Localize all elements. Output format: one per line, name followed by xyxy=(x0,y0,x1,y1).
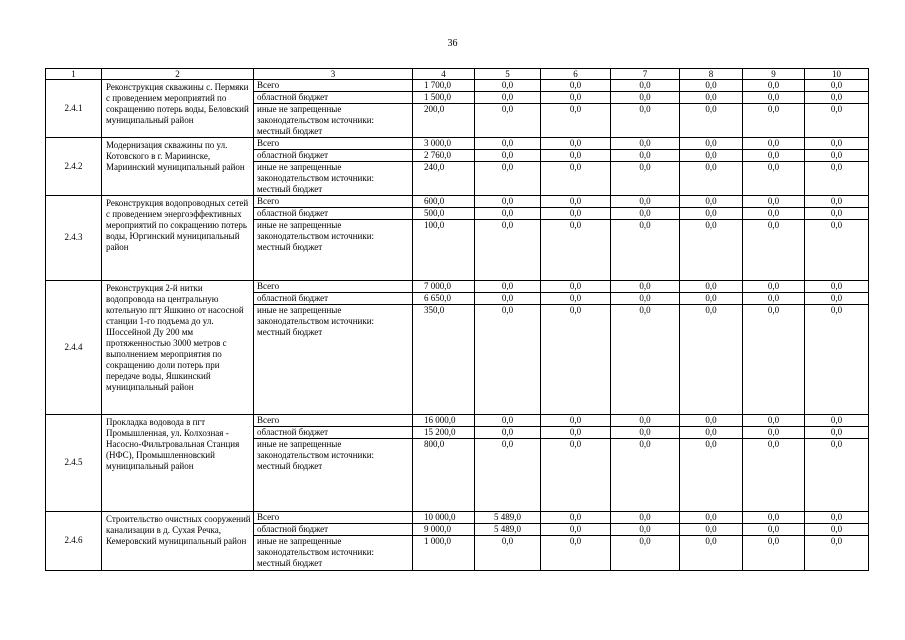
regional-value: 0,0 xyxy=(805,427,869,439)
budget-table xyxy=(45,68,869,571)
local-value: 0,0 xyxy=(680,304,743,415)
item-code: 2.4.1 xyxy=(46,80,102,138)
table-row xyxy=(46,415,869,427)
column-header: 3 xyxy=(254,69,413,80)
local-value: 0,0 xyxy=(541,304,611,415)
regional-value: 0,0 xyxy=(680,427,743,439)
regional-value: 0,0 xyxy=(475,208,541,220)
regional-value: 0,0 xyxy=(611,292,680,304)
page-number: 36 xyxy=(447,38,458,49)
total-value: 0,0 xyxy=(611,80,680,92)
regional-value: 0,0 xyxy=(475,92,541,104)
local-value: 0,0 xyxy=(541,535,611,571)
regional-value: 0,0 xyxy=(611,150,680,162)
local-value: 0,0 xyxy=(680,220,743,281)
local-value: 0,0 xyxy=(743,439,805,512)
total-value: 0,0 xyxy=(475,80,541,92)
source-regional: областной бюджет xyxy=(254,92,413,104)
regional-value: 15 200,0 xyxy=(413,427,475,439)
total-value: 0,0 xyxy=(743,280,805,292)
source-regional: областной бюджет xyxy=(254,427,413,439)
regional-value: 0,0 xyxy=(541,150,611,162)
regional-value: 0,0 xyxy=(611,427,680,439)
local-value: 0,0 xyxy=(805,304,869,415)
regional-value: 0,0 xyxy=(743,292,805,304)
local-value: 1 000,0 xyxy=(413,535,475,571)
local-value: 350,0 xyxy=(413,304,475,415)
local-value: 0,0 xyxy=(475,535,541,571)
regional-value: 6 650,0 xyxy=(413,292,475,304)
source-other: иные не запрещенные законодательством источники: xyxy=(254,304,413,327)
total-value: 0,0 xyxy=(475,138,541,150)
local-value: 0,0 xyxy=(611,439,680,512)
item-name: Реконструкция водопроводных сетей с проведением энергоэффективных мероприятий по сокращению потерь воды, Юргинский муниципальный район xyxy=(102,196,254,281)
regional-value: 0,0 xyxy=(680,208,743,220)
total-value: 0,0 xyxy=(541,138,611,150)
source-other: иные не запрещенные законодательством источники: xyxy=(254,439,413,462)
regional-value: 9 000,0 xyxy=(413,523,475,535)
total-value: 0,0 xyxy=(541,511,611,523)
regional-value: 0,0 xyxy=(743,92,805,104)
local-value: 100,0 xyxy=(413,220,475,281)
regional-value: 0,0 xyxy=(611,208,680,220)
total-value: 0,0 xyxy=(680,196,743,208)
header-row xyxy=(46,69,869,80)
total-value: 10 000,0 xyxy=(413,511,475,523)
regional-value: 0,0 xyxy=(805,150,869,162)
local-value: 0,0 xyxy=(611,535,680,571)
local-value: 0,0 xyxy=(743,104,805,138)
source-other: иные не запрещенные законодательством источники: xyxy=(254,220,413,243)
regional-value: 0,0 xyxy=(743,427,805,439)
total-value: 0,0 xyxy=(805,80,869,92)
source-local: местный бюджет xyxy=(254,126,413,138)
local-value: 240,0 xyxy=(413,162,475,196)
item-name: Реконструкция скважины с. Пермяки с проведением мероприятий по сокращению потерь воды, Беловский муниципальный район xyxy=(102,80,254,138)
total-value: 0,0 xyxy=(475,280,541,292)
total-value: 7 000,0 xyxy=(413,280,475,292)
total-value: 0,0 xyxy=(475,415,541,427)
regional-value: 0,0 xyxy=(611,523,680,535)
total-value: 0,0 xyxy=(743,138,805,150)
regional-value: 5 489,0 xyxy=(475,523,541,535)
regional-value: 2 760,0 xyxy=(413,150,475,162)
regional-value: 0,0 xyxy=(541,92,611,104)
local-value: 0,0 xyxy=(680,104,743,138)
local-value: 0,0 xyxy=(680,162,743,196)
local-value: 0,0 xyxy=(805,535,869,571)
regional-value: 0,0 xyxy=(743,523,805,535)
regional-value: 0,0 xyxy=(680,150,743,162)
total-value: 0,0 xyxy=(541,80,611,92)
regional-value: 0,0 xyxy=(743,150,805,162)
source-regional: областной бюджет xyxy=(254,292,413,304)
regional-value: 0,0 xyxy=(805,92,869,104)
local-value: 0,0 xyxy=(541,439,611,512)
source-local: местный бюджет xyxy=(254,558,413,571)
source-regional: областной бюджет xyxy=(254,208,413,220)
local-value: 0,0 xyxy=(541,104,611,138)
total-value: 600,0 xyxy=(413,196,475,208)
total-value: 0,0 xyxy=(541,415,611,427)
local-value: 0,0 xyxy=(475,104,541,138)
column-header: 6 xyxy=(541,69,611,80)
source-local: местный бюджет xyxy=(254,461,413,511)
item-code: 2.4.4 xyxy=(46,280,102,415)
total-value: 0,0 xyxy=(743,415,805,427)
regional-value: 0,0 xyxy=(611,92,680,104)
total-value: 0,0 xyxy=(805,511,869,523)
total-value: 3 000,0 xyxy=(413,138,475,150)
item-code: 2.4.3 xyxy=(46,196,102,281)
local-value: 0,0 xyxy=(805,162,869,196)
table-row xyxy=(46,138,869,150)
source-other: иные не запрещенные законодательством источники: xyxy=(254,104,413,127)
source-local: местный бюджет xyxy=(254,327,413,415)
total-value: 0,0 xyxy=(805,280,869,292)
total-value: 0,0 xyxy=(805,196,869,208)
total-value: 0,0 xyxy=(611,138,680,150)
total-value: 0,0 xyxy=(805,415,869,427)
source-regional: областной бюджет xyxy=(254,523,413,535)
regional-value: 0,0 xyxy=(743,208,805,220)
table-row xyxy=(46,511,869,523)
regional-value: 0,0 xyxy=(805,208,869,220)
local-value: 0,0 xyxy=(475,439,541,512)
source-regional: областной бюджет xyxy=(254,150,413,162)
local-value: 0,0 xyxy=(805,104,869,138)
total-value: 0,0 xyxy=(680,280,743,292)
local-value: 0,0 xyxy=(475,162,541,196)
source-local: местный бюджет xyxy=(254,184,413,196)
source-other: иные не запрещенные законодательством источники: xyxy=(254,535,413,558)
total-value: 0,0 xyxy=(805,138,869,150)
source-other: иные не запрещенные законодательством источники: xyxy=(254,162,413,185)
item-name: Модернизация скважины по ул. Котовского в г. Мариинске, Мариинский муниципальный район xyxy=(102,138,254,196)
column-header: 9 xyxy=(743,69,805,80)
regional-value: 1 500,0 xyxy=(413,92,475,104)
local-value: 0,0 xyxy=(541,162,611,196)
total-value: 5 489,0 xyxy=(475,511,541,523)
total-value: 0,0 xyxy=(743,196,805,208)
source-total: Всего xyxy=(254,280,413,292)
local-value: 0,0 xyxy=(611,104,680,138)
item-code: 2.4.5 xyxy=(46,415,102,512)
total-value: 0,0 xyxy=(680,80,743,92)
local-value: 0,0 xyxy=(680,439,743,512)
item-name: Реконструкция 2-й нитки водопровода на центральную котельную пгт Яшкино от насосной станции 1-го подъема до ул. Шоссейной Ду 200 мм протяженностью 3000 метров с выполнением мероприятия по сокращению доли потерь при передаче воды, Яшкинский муниципальный район xyxy=(102,280,254,415)
local-value: 0,0 xyxy=(611,162,680,196)
item-name: Прокладка водовода в пгт Промышленная, ул. Колхозная - Насосно-Фильтровальная Станция (НФС), Промышленновский муниципальный район xyxy=(102,415,254,512)
table-row xyxy=(46,196,869,208)
column-header: 1 xyxy=(46,69,102,80)
column-header: 2 xyxy=(102,69,254,80)
total-value: 0,0 xyxy=(743,80,805,92)
column-header: 7 xyxy=(611,69,680,80)
regional-value: 0,0 xyxy=(475,427,541,439)
regional-value: 0,0 xyxy=(541,427,611,439)
column-header: 4 xyxy=(413,69,475,80)
total-value: 0,0 xyxy=(541,280,611,292)
column-header: 8 xyxy=(680,69,743,80)
total-value: 0,0 xyxy=(475,196,541,208)
local-value: 0,0 xyxy=(475,304,541,415)
total-value: 0,0 xyxy=(680,511,743,523)
local-value: 0,0 xyxy=(805,220,869,281)
source-total: Всего xyxy=(254,80,413,92)
total-value: 0,0 xyxy=(541,196,611,208)
local-value: 200,0 xyxy=(413,104,475,138)
source-local: местный бюджет xyxy=(254,242,413,280)
table-row xyxy=(46,80,869,92)
regional-value: 0,0 xyxy=(475,292,541,304)
table-row xyxy=(46,280,869,292)
total-value: 0,0 xyxy=(611,280,680,292)
local-value: 0,0 xyxy=(680,535,743,571)
source-total: Всего xyxy=(254,415,413,427)
local-value: 0,0 xyxy=(743,220,805,281)
regional-value: 0,0 xyxy=(541,523,611,535)
item-name: Строительство очистных сооружений канализации в д. Сухая Речка, Кемеровский муниципальный район xyxy=(102,511,254,571)
regional-value: 0,0 xyxy=(805,523,869,535)
total-value: 0,0 xyxy=(611,196,680,208)
local-value: 0,0 xyxy=(611,220,680,281)
local-value: 0,0 xyxy=(743,162,805,196)
item-code: 2.4.6 xyxy=(46,511,102,571)
source-total: Всего xyxy=(254,196,413,208)
regional-value: 0,0 xyxy=(541,208,611,220)
source-total: Всего xyxy=(254,138,413,150)
local-value: 0,0 xyxy=(743,535,805,571)
regional-value: 500,0 xyxy=(413,208,475,220)
total-value: 1 700,0 xyxy=(413,80,475,92)
regional-value: 0,0 xyxy=(475,150,541,162)
local-value: 0,0 xyxy=(475,220,541,281)
local-value: 0,0 xyxy=(611,304,680,415)
total-value: 0,0 xyxy=(680,138,743,150)
regional-value: 0,0 xyxy=(680,292,743,304)
total-value: 0,0 xyxy=(611,415,680,427)
column-header: 10 xyxy=(805,69,869,80)
item-code: 2.4.2 xyxy=(46,138,102,196)
local-value: 0,0 xyxy=(805,439,869,512)
total-value: 0,0 xyxy=(680,415,743,427)
source-total: Всего xyxy=(254,511,413,523)
local-value: 800,0 xyxy=(413,439,475,512)
regional-value: 0,0 xyxy=(805,292,869,304)
local-value: 0,0 xyxy=(743,304,805,415)
column-header: 5 xyxy=(475,69,541,80)
regional-value: 0,0 xyxy=(541,292,611,304)
total-value: 0,0 xyxy=(743,511,805,523)
total-value: 16 000,0 xyxy=(413,415,475,427)
regional-value: 0,0 xyxy=(680,523,743,535)
regional-value: 0,0 xyxy=(680,92,743,104)
total-value: 0,0 xyxy=(611,511,680,523)
local-value: 0,0 xyxy=(541,220,611,281)
